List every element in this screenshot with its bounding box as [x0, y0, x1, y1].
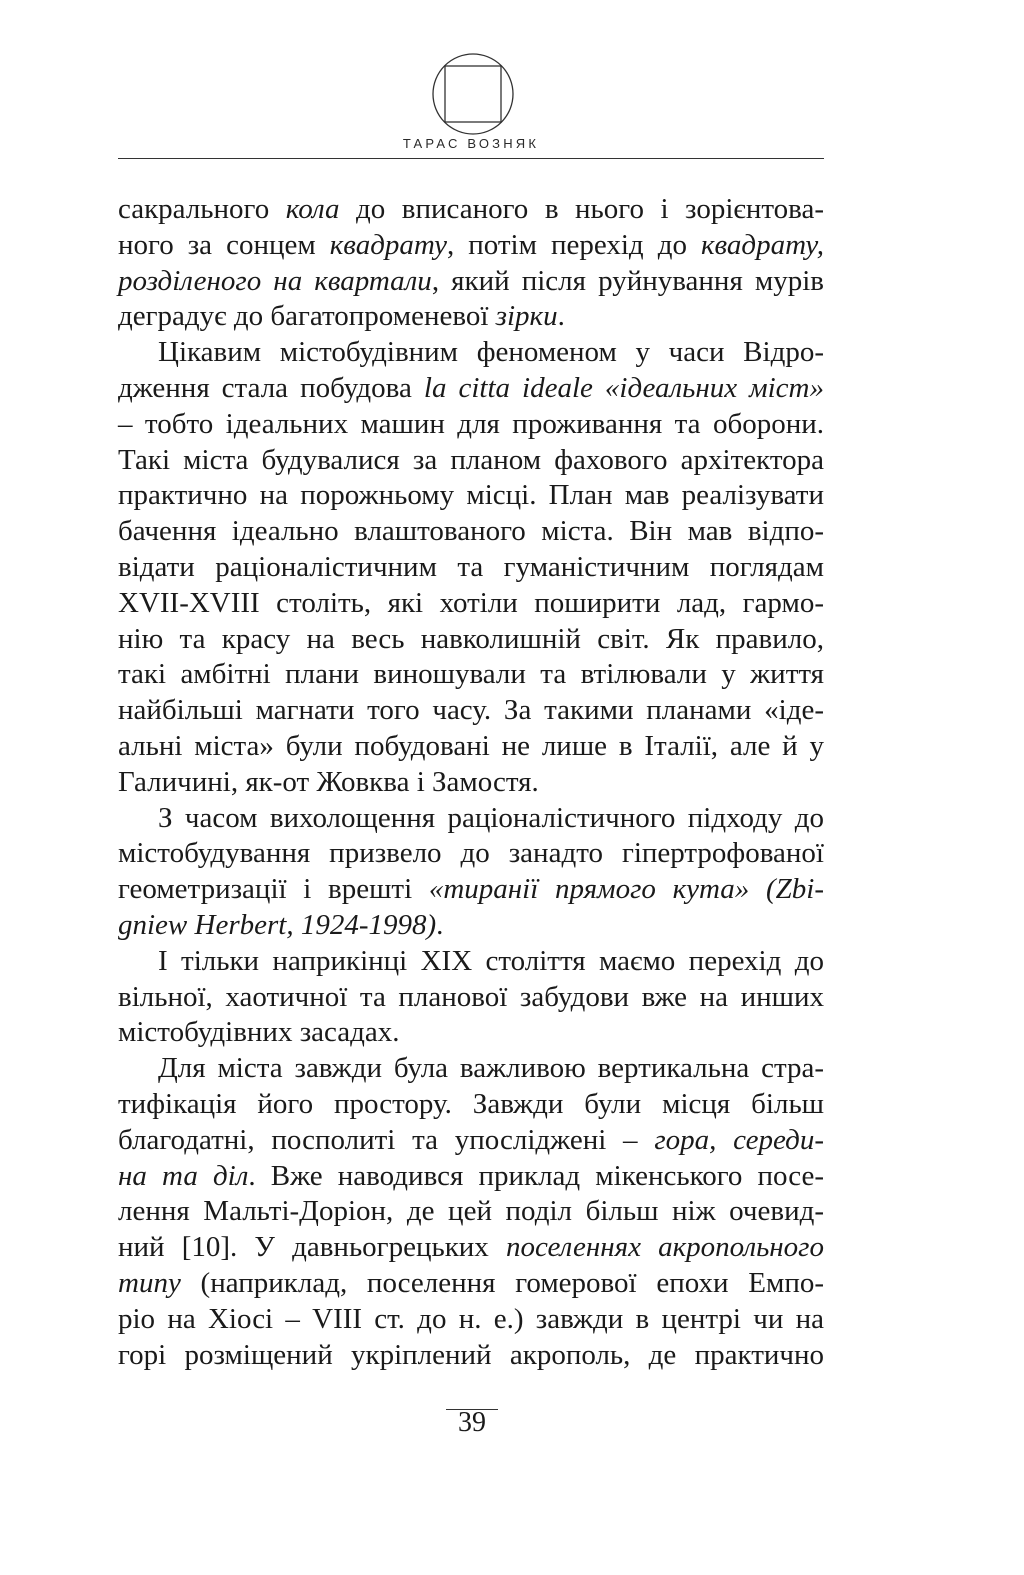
- text-line: [118, 1159, 824, 1195]
- text-line: [118, 478, 824, 514]
- text-span: геометризації і врешті: [118, 873, 429, 906]
- running-head-author: ТАРАС ВОЗНЯК: [402, 136, 540, 151]
- text-line: [118, 729, 824, 765]
- text-line: [118, 944, 824, 980]
- text-line: [118, 550, 824, 586]
- italic-text-span: гора, середи-: [654, 1123, 825, 1156]
- text-line: [118, 908, 824, 944]
- text-span: (наприклад, поселення гомерової епохи Емпо-: [180, 1266, 824, 1299]
- text-line: [118, 1230, 824, 1266]
- italic-text-span: кола: [285, 193, 340, 225]
- text-span: І тільки наприкінці XIX століття маємо перехід до: [158, 944, 824, 977]
- text-span: практично на порожньому місці. План мав реалізувати: [118, 479, 824, 512]
- text-span: відати раціоналістичним та гуманістичним поглядам: [118, 550, 824, 583]
- text-span: ний [10]. У давньогрецьких: [118, 1231, 506, 1264]
- page-number: 39: [458, 1407, 486, 1438]
- text-line: [118, 1123, 824, 1159]
- text-line: [118, 765, 824, 801]
- text-span: . Вже наводився приклад мікенського посе-: [248, 1159, 824, 1192]
- text-line: [118, 407, 824, 443]
- text-line: [118, 836, 824, 872]
- text-span: бачення ідеально влаштованого міста. Він мав відпо-: [118, 515, 824, 548]
- text-line: [118, 657, 824, 693]
- text-span: тифікація його простору. Завжди були місця більш: [118, 1087, 824, 1120]
- text-line: [118, 1266, 824, 1302]
- text-span: вільної, хаотичної та планової забудови вже на инших: [118, 980, 824, 1013]
- text-line: [118, 1194, 824, 1230]
- italic-text-span: квадрату,: [700, 228, 824, 261]
- circle-square-logo-icon: [429, 50, 517, 138]
- text-span: ного за сонцем: [118, 228, 330, 261]
- italic-text-span: поселеннях акропольного: [505, 1231, 824, 1264]
- text-span: найбільші магнати того часу. За такими планами «іде-: [118, 694, 824, 727]
- text-line: [118, 299, 824, 335]
- text-span: такі амбітні плани виношували та втілювали у життя: [118, 658, 824, 691]
- text-line: [118, 1302, 824, 1338]
- text-span: .: [557, 300, 565, 333]
- text-line: [118, 1338, 824, 1374]
- text-span: до вписаного в нього і зорієнтова-: [339, 193, 825, 225]
- italic-text-span: типу: [118, 1266, 181, 1299]
- text-span: нію та красу на весь навколишній світ. Як правило,: [118, 622, 824, 655]
- text-line: [118, 872, 824, 908]
- text-span: деградує до багатопроменевої: [118, 300, 496, 333]
- text-span: .: [436, 908, 444, 941]
- text-line: [118, 443, 824, 479]
- text-line: [118, 693, 824, 729]
- text-line: [118, 228, 824, 264]
- text-line: [118, 514, 824, 550]
- italic-text-span: на та діл: [118, 1159, 249, 1192]
- text-line: [118, 801, 824, 837]
- body-text: [118, 192, 824, 1373]
- italic-text-span: зірки: [495, 300, 558, 333]
- text-span: , потім перехід до: [446, 228, 701, 261]
- text-line: [118, 264, 824, 300]
- text-span: XVII-XVIII століть, які хотіли поширити лад, гармо-: [118, 586, 824, 619]
- text-line: [118, 1087, 824, 1123]
- text-span: ріо на Хіосі – VIII ст. до н. е.) завжди в центрі чи на: [118, 1302, 824, 1335]
- text-line: [118, 586, 824, 622]
- text-span: благодатні, посполиті та упосліджені –: [118, 1123, 655, 1156]
- italic-text-span: gniew Herbert, 1924-1998): [118, 908, 437, 941]
- text-span: містобудівних засадах.: [118, 1016, 400, 1049]
- text-span: Для міста завжди була важливою вертикальна стра-: [158, 1052, 824, 1085]
- text-line: [118, 192, 824, 228]
- text-span: , який після руйнування мурів: [431, 264, 824, 297]
- text-span: містобудування призвело до занадто гіпертрофованої: [118, 837, 824, 870]
- text-line: [118, 335, 824, 371]
- italic-text-span: розділеного на квартали: [118, 264, 432, 297]
- header-rule: [118, 158, 824, 159]
- text-line: [118, 1015, 824, 1051]
- text-span: Галичині, як-от Жовква і Замостя.: [118, 765, 539, 798]
- italic-text-span: la citta ideale «ідеальних міст»: [423, 371, 824, 404]
- text-span: Цікавим містобудівним феноменом у часи Відро-: [158, 336, 824, 369]
- text-span: горі розміщений укріплений акрополь, де практично: [118, 1338, 824, 1371]
- text-line: [118, 371, 824, 407]
- text-span: Такі міста будувалися за планом фахового архітектора: [118, 443, 824, 476]
- text-span: лення Мальті-Доріон, де цей поділ більш ніж очевид-: [118, 1195, 824, 1228]
- italic-text-span: «тиранії прямого кута» (Zbi-: [428, 873, 824, 906]
- text-span: альні міста» були побудовані не лише в Італії, але й у: [118, 729, 824, 762]
- text-line: [118, 980, 824, 1016]
- text-span: З часом вихолощення раціоналістичного підходу до: [158, 801, 824, 834]
- text-line: [118, 1051, 824, 1087]
- italic-text-span: квадрату: [329, 228, 447, 261]
- text-span: – тобто ідеальних машин для проживання та оборони.: [118, 407, 824, 440]
- text-span: сакрального: [118, 193, 286, 225]
- text-line: [118, 622, 824, 658]
- text-span: дження стала побудова: [118, 371, 424, 404]
